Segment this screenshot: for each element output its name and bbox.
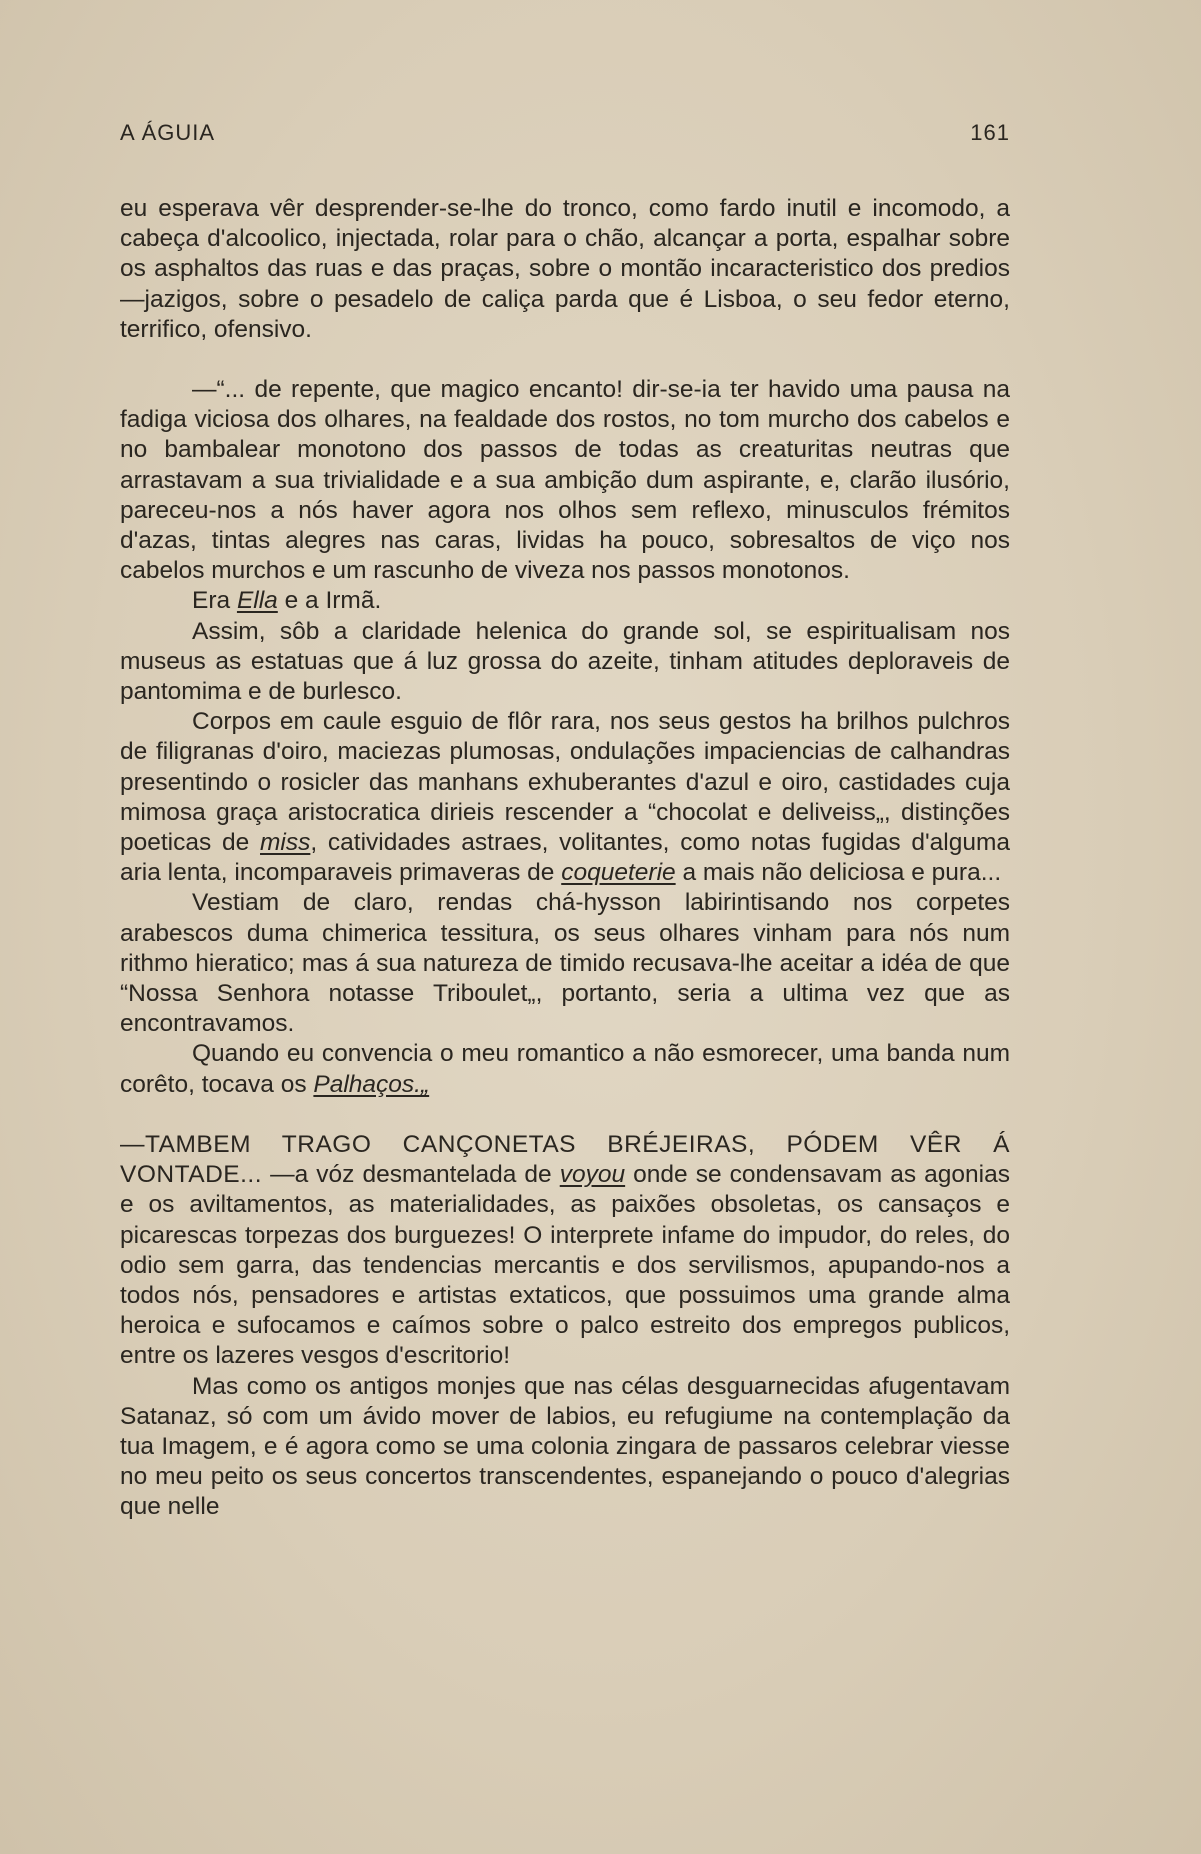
journal-title: A ÁGUIA <box>120 120 216 145</box>
italic-underlined-word: miss <box>260 829 311 857</box>
text-run: Corpos em caule esguio de flôr rara, nos seus gestos ha brilhos pulchros de filigranas d'oiro, maciezas plumosas, ondulações impaciencias de calhandras presentindo o rosicler das manhans exhuberantes d'azul e oiro, castidades cuja mimosa graça aristocratica dirieis rescender a “chocolat e deliveiss„, distinções poeticas de <box>120 708 1010 857</box>
paragraph <box>120 1039 1010 1099</box>
paragraph <box>120 586 1010 616</box>
text-run: Era <box>192 587 237 615</box>
text-run: , catividades astraes, volitantes, como notas fugidas d'alguma aria lenta, incomparaveis primaveras de <box>120 829 1010 887</box>
paragraph: Assim, sôb a claridade helenica do grande sol, se espiritualisam nos museus as estatuas que á luz grossa do azeite, tinham atitudes deploraveis de pantomima e de burlesco. <box>120 617 1010 706</box>
paragraph: —“... de repente, que magico encanto! dir-se-ia ter havido uma pausa na fadiga viciosa dos olhares, na fealdade dos rostos, no tom murcho dos cabelos e no bambalear monotono dos passos de todas as creaturitas neutras que arrastavam a sua trivialidade e a sua ambição dum aspirante, e, clarão ilusório, pareceu-nos a nós haver agora nos olhos sem reflexo, minusculos frémitos d'azas, tintas alegres nas caras, lividas ha pouco, sobresaltos de viço nos cabelos murchos e um rascunho de viveza nos passos monotonos. <box>120 376 1010 585</box>
text-run: —a vóz desmantelada de <box>262 1161 560 1189</box>
paragraph <box>120 1130 1010 1372</box>
running-head <box>120 120 1010 146</box>
paragraph: Vestiam de claro, rendas chá-hysson labirintisando nos corpetes arabescos duma chimerica tessitura, os seus olhares vinham para nós num rithmo hieratico; mas á sua natureza de timido recusava-lhe aceitar a idéa de que “Nossa Senhora notasse Triboulet„, portanto, seria a ultima vez que as encontravamos. <box>120 889 1010 1038</box>
italic-underlined-word: coqueterie <box>561 859 676 887</box>
paragraph <box>120 707 1010 888</box>
italic-underlined-word: Palhaços.„ <box>313 1070 430 1098</box>
text-run: a mais não deliciosa e pura... <box>675 859 1002 887</box>
body-text <box>120 194 1010 1523</box>
text-run: e a Irmã. <box>277 587 382 615</box>
text-run: onde se condensavam as agonias e os aviltamentos, as materialidades, as paixões obsoletas, os cansaços e picarescas torpezas dos burguezes! O interprete infame do impudor, do reles, do odio sem garra, das tendencias mercantis e dos servilismos, apupando-nos a todos nós, pensadores e artistas extaticos, que possuimos uma grande alma heroica e sufocamos e caímos sobre o palco estreito dos empregos publicos, entre os lazeres vesgos d'escritorio! <box>120 1161 1011 1370</box>
smallcaps-run: —TAMBEM TRAGO CANÇONETAS BRÉJEIRAS, PÓDEM VÊR Á VONTADE... <box>120 1130 1010 1189</box>
paragraph: Mas como os antigos monjes que nas célas desguarnecidas afugentavam Satanaz, só com um ávido mover de labios, eu refugiume na contemplação da tua Imagem, e é agora como se uma colonia zingara de passaros celebrar viesse no meu peito os seus concertos transcendentes, espanejando o pouco d'alegrias que nelle <box>120 1372 1010 1521</box>
paragraph-gap <box>120 345 1010 375</box>
paragraph: eu esperava vêr desprender-se-lhe do tronco, como fardo inutil e incomodo, a cabeça d'alcoolico, injectada, rolar para o chão, alcançar a porta, espalhar sobre os asphaltos das ruas e das praças, sobre o montão incaracteristico dos predios—jazigos, sobre o pesadelo de caliça parda que é Lisboa, o seu fedor eterno, terrifico, ofensivo. <box>120 195 1010 343</box>
page <box>120 120 1010 1820</box>
paragraph-gap <box>120 1100 1010 1130</box>
italic-underlined-word: Ella <box>236 587 278 615</box>
page-number: 161 <box>970 120 1010 145</box>
text-run: Quando eu convencia o meu romantico a não esmorecer, uma banda num corêto, tocava os <box>120 1040 1010 1098</box>
italic-underlined-word: voyou <box>559 1161 626 1189</box>
